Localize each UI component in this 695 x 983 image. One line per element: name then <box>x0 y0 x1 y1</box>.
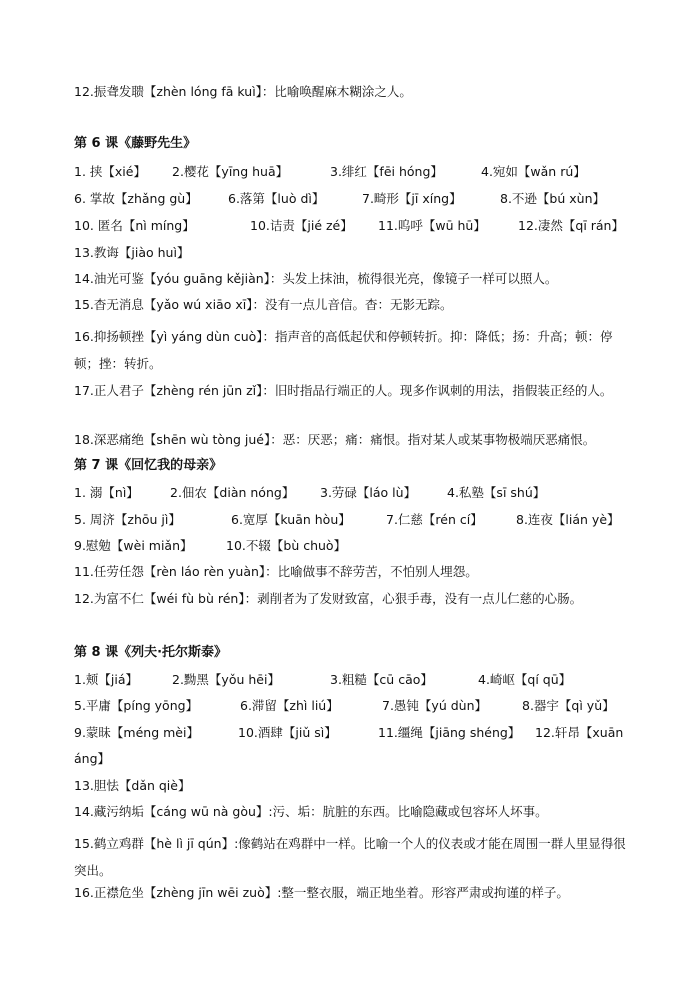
vocab-item: 7.愚钝【yú dùn】 <box>382 698 487 713</box>
vocab-item: 2.佃农【diàn nóng】 <box>170 485 295 500</box>
vocab-item: 3.绯红【fēi hóng】 <box>330 164 443 179</box>
vocab-entry: 14.藏污纳垢【cáng wū nà gòu】:污、垢：肮脏的东西。比喻隐藏或包容坏人坏事。 <box>74 804 548 819</box>
vocab-item: 3.劳碌【láo lù】 <box>320 485 417 500</box>
vocab-item: 6.滞留【zhì liú】 <box>240 698 339 713</box>
vocab-entry: 11.任劳任怨【rèn láo rèn yuàn】：比喻做事不辞劳苦，不怕别人埋怨。 <box>74 564 478 579</box>
lesson-heading: 第 7 课《回忆我的母亲》 <box>74 458 223 473</box>
vocab-entry: 13.胆怯【dǎn qiè】 <box>74 778 191 793</box>
vocab-item: 1. 挟【xié】 <box>74 164 146 179</box>
vocab-item: 8.不逊【bú xùn】 <box>500 191 605 206</box>
vocab-item: 10.酒肆【jiǔ sì】 <box>238 725 337 740</box>
vocab-item: 7.仁慈【rén cí】 <box>386 512 483 527</box>
vocab-item: 11.呜呼【wū hū】 <box>378 218 486 233</box>
vocab-entry: 18.深恶痛绝【shēn wù tòng jué】：恶：厌恶；痛：痛恨。指对某人或某事物极端厌恶痛恨。 <box>74 432 596 447</box>
vocab-entry-continuation: áng】 <box>74 751 111 766</box>
vocab-item: 1. 溺【nì】 <box>74 485 139 500</box>
vocab-entry: 16.抑扬顿挫【yì yáng dùn cuò】：指声音的高低起伏和停顿转折。抑：降低；扬：升高；顿：停顿；挫：转折。 <box>74 329 613 371</box>
vocab-item: 4.私塾【sī shú】 <box>447 485 546 500</box>
vocab-item: 1.颊【jiá】 <box>74 672 139 687</box>
vocab-item: 5. 周济【zhōu jì】 <box>74 512 181 527</box>
vocab-item: 3.粗糙【cū cāo】 <box>330 672 433 687</box>
vocab-entry: 16.正襟危坐【zhèng jīn wēi zuò】:整一整衣服，端正地坐着。形容严肃或拘谨的样子。 <box>74 885 569 900</box>
vocab-entry: 14.油光可鉴【yóu guāng kějiàn】：头发上抹油，梳得很光亮，像镜子一样可以照人。 <box>74 271 558 286</box>
vocab-entry: 15.杳无消息【yǎo wú xiāo xī】：没有一点儿音信。杳：无影无踪。 <box>74 297 453 312</box>
vocab-item: 2.黝黑【yǒu hēi】 <box>172 672 280 687</box>
vocab-item: 6.宽厚【kuān hòu】 <box>231 512 351 527</box>
vocab-item: 10.不辍【bù chuò】 <box>226 538 347 553</box>
vocab-item: 7.畸形【jī xíng】 <box>362 191 462 206</box>
vocab-entry: 12.振聋发聩【zhèn lóng fā kuì】：比喻唤醒麻木糊涂之人。 <box>74 84 412 99</box>
vocab-item: 12.凄然【qī rán】 <box>518 218 624 233</box>
lesson-heading: 第 8 课《列夫·托尔斯泰》 <box>74 645 228 660</box>
vocab-item: 12.轩昂【xuān <box>535 725 624 740</box>
lesson-heading: 第 6 课《藤野先生》 <box>74 136 197 151</box>
vocab-item: 8.器宇【qì yǔ】 <box>522 698 615 713</box>
vocab-item: 11.缰绳【jiāng shéng】 <box>378 725 521 740</box>
vocab-entry: 12.为富不仁【wéi fù bù rén】：剥削者为了发财致富，心狠手毒，没有一点儿仁慈的心肠。 <box>74 591 583 606</box>
vocab-item: 9.蒙昧【méng mèi】 <box>74 725 199 740</box>
vocab-item: 4.崎岖【qí qū】 <box>478 672 572 687</box>
vocab-entry: 15.鹤立鸡群【hè lì jī qún】:像鹤站在鸡群中一样。比喻一个人的仪表或才能在周围一群人里显得很突出。 <box>74 836 626 878</box>
vocab-item: 5.平庸【píng yōng】 <box>74 698 199 713</box>
vocab-item: 10. 匿名【nì míng】 <box>74 218 195 233</box>
vocab-item: 6.落第【luò dì】 <box>228 191 325 206</box>
vocab-item: 8.连夜【lián yè】 <box>516 512 620 527</box>
vocab-item: 9.慰勉【wèi miǎn】 <box>74 538 193 553</box>
vocab-entry: 13.教诲【jiào huì】 <box>74 245 190 260</box>
vocab-item: 4.宛如【wǎn rú】 <box>481 164 586 179</box>
vocab-item: 10.诘责【jié zé】 <box>250 218 353 233</box>
vocab-item: 6. 掌故【zhǎng gù】 <box>74 191 198 206</box>
vocab-entry: 17.正人君子【zhèng rén jūn zǐ】：旧时指品行端正的人。现多作讽刺的用法，指假装正经的人。 <box>74 383 613 398</box>
vocab-item: 2.樱花【yīng huā】 <box>172 164 289 179</box>
